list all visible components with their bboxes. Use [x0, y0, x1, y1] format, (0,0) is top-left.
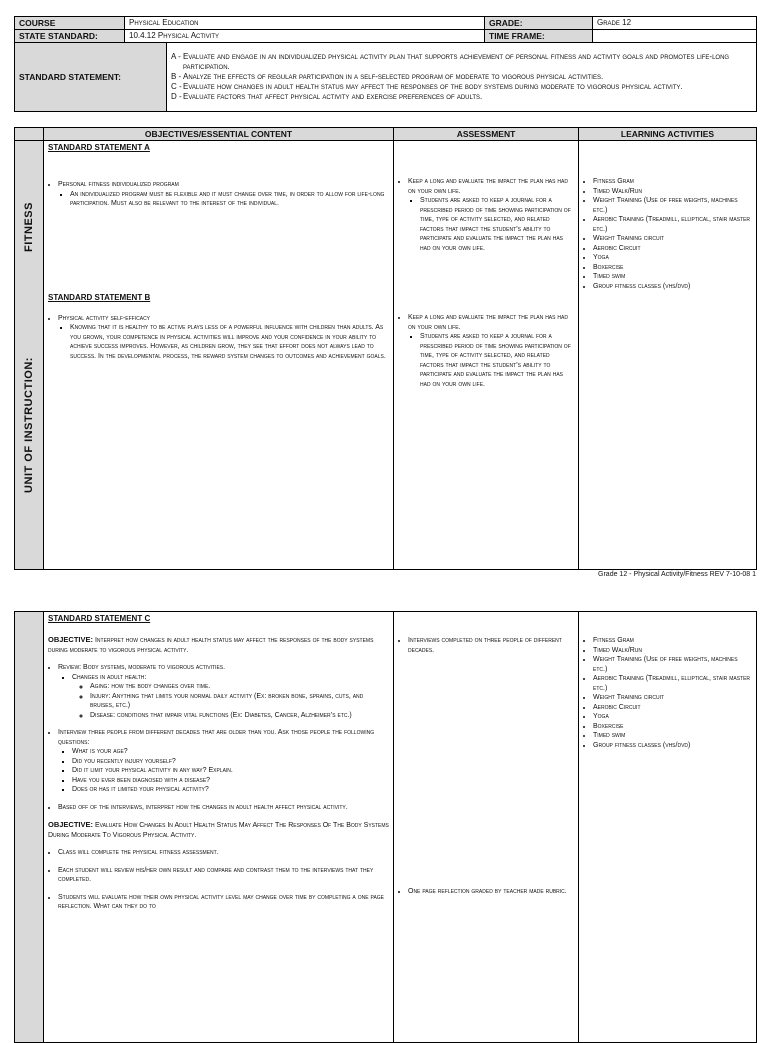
fitness-side-text: FITNESS	[23, 202, 35, 252]
side-header-blank	[15, 128, 44, 141]
grade-value: Grade 12	[593, 17, 757, 30]
list-item: • Yoga	[593, 712, 752, 722]
list-item: ▪ What is your age?	[72, 747, 389, 757]
list-item: ◦ Aging: how the body changes over time.	[90, 682, 389, 692]
unit-of-instruction-side-text: UNIT OF INSTRUCTION:	[23, 357, 35, 493]
list-item: • Timed Walk/Run	[593, 646, 752, 656]
page-footer: Grade 12 - Physical Activity/Fitness REV 7-10-08 1	[598, 571, 756, 578]
list-item: ▪ Does or has it limited your physical activity?	[72, 785, 389, 795]
list-item: • Boxercise	[593, 722, 752, 732]
objective-2: OBJECTIVE: Evaluate How Changes In Adult Health Status May Affect The Responses Of The Body Systems During Moderate To Vigorous Physical Activity.	[48, 820, 389, 839]
state-standard-value: 10.4.12 Physical Activity	[125, 30, 485, 43]
list-item: • Yoga	[593, 253, 752, 263]
objectives-cell	[44, 141, 394, 570]
standard-statement-b-heading: STANDARD STATEMENT B	[48, 292, 151, 302]
time-frame-label: TIME FRAME:	[485, 30, 593, 43]
statement-b: B - Analyze the effects of regular participation in a self-selected program of moderate to vigorous physical activities.	[171, 72, 604, 81]
list-item: • Aerobic Circuit	[593, 244, 752, 254]
unit-side-label	[15, 141, 44, 570]
assessment-column-header: ASSESSMENT	[394, 128, 579, 141]
interview-questions	[58, 747, 389, 795]
list-item: ▪ Did it limit your physical activity in any way? Explain.	[72, 766, 389, 776]
statement-a: A - Evaluate and engage in an individualized physical activity plan that supports achievement of personal fitness and activity goals and promotes life-long participation.	[171, 52, 730, 71]
unit-table-page1	[14, 127, 757, 570]
list-item: • Group fitness classes (vhs/dvd)	[593, 282, 752, 292]
list-item: • Physical activity self-efficacy ▪ Knowing that it is healthy to be active plays less of a powerful influence with children than adults. As you grown, your competence in physical activities will improve and your confidence in your ability to achieve success improves. However, as children grow, they see that effort does not always lead to success. In the developmental process, the reward system changes to outcomes and achievement goals.	[58, 314, 389, 362]
grade-label: GRADE:	[485, 17, 593, 30]
list-item: • Timed Walk/Run	[593, 187, 752, 197]
activities-list	[583, 636, 752, 750]
state-standard-label: STATE STANDARD:	[15, 30, 125, 43]
list-item: • Interviews completed on three people of different decades.	[408, 636, 574, 655]
course-value: Physical Education	[125, 17, 485, 30]
list-item: • Students will evaluate how their own physical activity level may change over time by completing a one page reflection. What can they do to	[58, 893, 389, 912]
statement-d: D - Evaluate factors that affect physical activity and exercise preferences of adults.	[171, 92, 483, 101]
list-item: • Each student will review his/her own result and compare and contrast them to the interviews that they completed.	[58, 866, 389, 885]
list-item: ▪ Have you ever been diagnosed with a disease?	[72, 776, 389, 786]
list-item: ▪ An individualized program must be flexible and it must change over time, in order to allow for life-long participation. Must also be relevant to the interest of the individual.	[70, 190, 389, 209]
list-item: • One page reflection graded by teacher made rubric.	[408, 887, 574, 897]
list-item: • Personal fitness individualized program ▪ An individualized program must be flexible and it must change over time, in order to allow for life-long participation. Must also be relevant to the interest of the individual.	[58, 180, 389, 209]
learning-activities-cell-page2	[579, 612, 757, 1043]
course-label: COURSE	[15, 17, 125, 30]
list-item: • Keep a long and evaluate the impact the plan has had on your own life. ▪ Students are asked to keep a journal for a prescribed period of time showing participation of time, type of activity selected, and related factors that impact the student’s ability to participate and evaluate the impact the plan has had on your own life.	[408, 177, 574, 253]
list-item: • Aerobic Training (Treadmill, elliptical, stair master etc.)	[593, 674, 752, 693]
list-item: • Weight Training circuit	[593, 693, 752, 703]
assessment-cell	[394, 141, 579, 570]
list-item: • Aerobic Training (Treadmill, elliptical, stair master etc.)	[593, 215, 752, 234]
list-item: ▪ Knowing that it is healthy to be active plays less of a powerful influence with children than adults. As you grown, your competence in physical activities will improve and your confidence in your ability to achieve success improves. However, as children grow, they see that effort does not always lead to success. In the developmental process, the reward system changes to outcomes and achievement goals.	[70, 323, 389, 361]
learning-activities-cell	[579, 141, 757, 570]
list-item: • Fitness Gram	[593, 177, 752, 187]
time-frame-value	[593, 30, 757, 43]
list-item: ▪ Did you recently injury yourself?	[72, 757, 389, 767]
list-item: • Weight Training (Use of free weights, machines etc.)	[593, 196, 752, 215]
standard-statement-a-heading: STANDARD STATEMENT A	[48, 143, 150, 152]
list-item: ▪ Changes in adult health: ◦ Aging: how the body changes over time. ◦ Injury: Anything that limits your normal daily activity (Ex: broken bone, sprains, cuts, and bruises, etc.) ◦ Disease: conditions that impair vital functions (Ex: Diabetes, Cancer, Alzheimer’s etc.)	[72, 673, 389, 721]
list-item: ◦ Disease: conditions that impair vital functions (Ex: Diabetes, Cancer, Alzheimer’s etc.)	[90, 711, 389, 721]
list-item: ▪ Students are asked to keep a journal for a prescribed period of time showing participation of time, type of activity selected, and related factors that impact the student’s ability to participate and evaluate the impact the plan has had on your own life.	[420, 196, 574, 253]
assessment-cell-page2	[394, 612, 579, 1043]
list-item: • Keep a long and evaluate the impact the plan has had on your own life. ▪ Students are asked to keep a journal for a prescribed period of time showing participation of time, type of activity selected, and related factors that impact the student’s ability to participate and evaluate the impact the plan has had on your own life.	[408, 313, 574, 389]
list-item: • Class will complete the physical fitness assessment.	[58, 848, 389, 858]
list-item: ▪ Students are asked to keep a journal for a prescribed period of time showing participation of time, type of activity selected, and related factors that impact the student’s ability to participate and evaluate the impact the plan has had on your own life.	[420, 332, 574, 389]
list-item: • Weight Training (Use of free weights, machines etc.)	[593, 655, 752, 674]
standard-statement-label: STANDARD STATEMENT:	[15, 43, 167, 112]
list-item: • Review: Body systems, moderate to vigorous activities. ▪ Changes in adult health: ◦ Aging: how the body changes over time. ◦ Injury: Anything that limits your normal daily activity (Ex: broken bone, sprains, cuts, and bruises, etc.) ◦ Disease: conditions that impair vital functions (Ex: Diabetes, Cancer, Alzheimer’s etc.)	[58, 663, 389, 720]
objectives-cell-page2	[44, 612, 394, 1043]
list-item: • Timed swim	[593, 272, 752, 282]
list-item: • Based off of the interviews, interpret how the changes in adult health affect physical activity.	[58, 803, 389, 813]
list-item: • Group fitness classes (vhs/dvd)	[593, 741, 752, 751]
list-item: • Boxercise	[593, 263, 752, 273]
header-table	[14, 16, 757, 112]
list-item: • Fitness Gram	[593, 636, 752, 646]
statement-c: C - Evaluate how changes in adult health status may affect the responses of the body systems during moderate to vigorous physical activity.	[171, 82, 683, 91]
objective-1: OBJECTIVE: Interpret how changes in adult health status may affect the responses of the body systems during moderate to vigorous physical activity.	[48, 635, 374, 654]
standard-statement-c-heading: STANDARD STATEMENT C	[48, 614, 151, 623]
unit-side-label-page2	[15, 612, 44, 1043]
objectives-column-header: OBJECTIVES/ESSENTIAL CONTENT	[44, 128, 394, 141]
list-item: • Aerobic Circuit	[593, 703, 752, 713]
activities-list	[583, 177, 752, 291]
list-item: • Interview three people from different decades that are older than you. Ask those people the following questions: ▪ What is your age? ▪ Did you recently injury yourself? ▪ Did it limit your physical activity in any way? Explain. ▪ Have you ever been diagnosed with a disease? ▪ Does or has it limited your physical activity?	[58, 728, 389, 795]
list-item: • Weight Training circuit	[593, 234, 752, 244]
list-item: ◦ Injury: Anything that limits your normal daily activity (Ex: broken bone, sprains, cuts, and bruises, etc.)	[90, 692, 389, 711]
list-item: • Timed swim	[593, 731, 752, 741]
unit-table-page2	[14, 611, 757, 1043]
learning-activities-column-header: LEARNING ACTIVITIES	[579, 128, 757, 141]
standard-statements	[167, 43, 757, 112]
